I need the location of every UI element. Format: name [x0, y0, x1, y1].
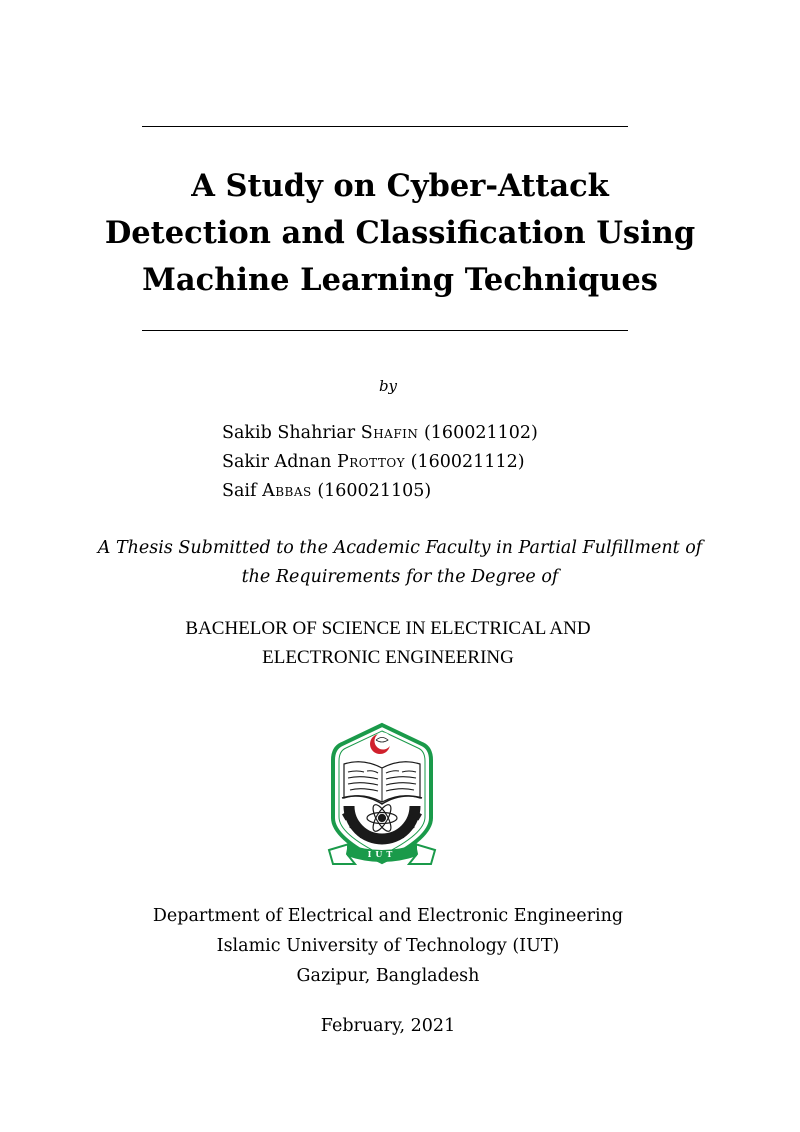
- banner-text: IUT: [367, 849, 397, 859]
- author-1: [222, 419, 538, 448]
- author-given-name: Saif: [222, 481, 257, 501]
- university-name: Islamic University of Technology (IUT): [216, 936, 560, 956]
- title-line-3: Machine Learning Techniques: [142, 262, 658, 298]
- thesis-statement: [40, 534, 760, 592]
- thesis-statement-line-1: A Thesis Submitted to the Academic Faculty in Partial Fulfillment of: [97, 538, 703, 558]
- submission-date: February, 2021: [320, 1016, 456, 1036]
- department-block: [40, 901, 736, 991]
- title-line-1: A Study on Cyber-Attack: [191, 168, 609, 204]
- thesis-title: [60, 163, 740, 304]
- author-student-id: (160021102): [423, 423, 538, 443]
- author-given-name: Sakir Adnan: [222, 452, 332, 472]
- author-list: [222, 419, 538, 506]
- author-student-id: (160021112): [410, 452, 525, 472]
- degree-name: [40, 614, 736, 672]
- title-line-2: Detection and Classification Using: [104, 215, 696, 251]
- author-3: [222, 477, 538, 506]
- iut-logo: [327, 722, 437, 872]
- thesis-statement-line-2: the Requirements for the Degree of: [241, 567, 559, 587]
- degree-line-2: ELECTRONIC ENGINEERING: [262, 647, 514, 668]
- bottom-rule: [142, 330, 628, 331]
- author-given-name: Sakib Shahriar: [222, 423, 356, 443]
- author-surname: Abbas: [262, 481, 312, 501]
- author-2: [222, 448, 538, 477]
- author-student-id: (160021105): [317, 481, 432, 501]
- by-label: by: [378, 377, 398, 395]
- university-location: Gazipur, Bangladesh: [296, 966, 480, 986]
- author-surname: Shafin: [360, 423, 419, 443]
- top-rule: [142, 126, 628, 127]
- department-name: Department of Electrical and Electronic Engineering: [152, 906, 624, 926]
- degree-line-1: BACHELOR OF SCIENCE IN ELECTRICAL AND: [185, 618, 591, 639]
- author-surname: Prottoy: [336, 452, 406, 472]
